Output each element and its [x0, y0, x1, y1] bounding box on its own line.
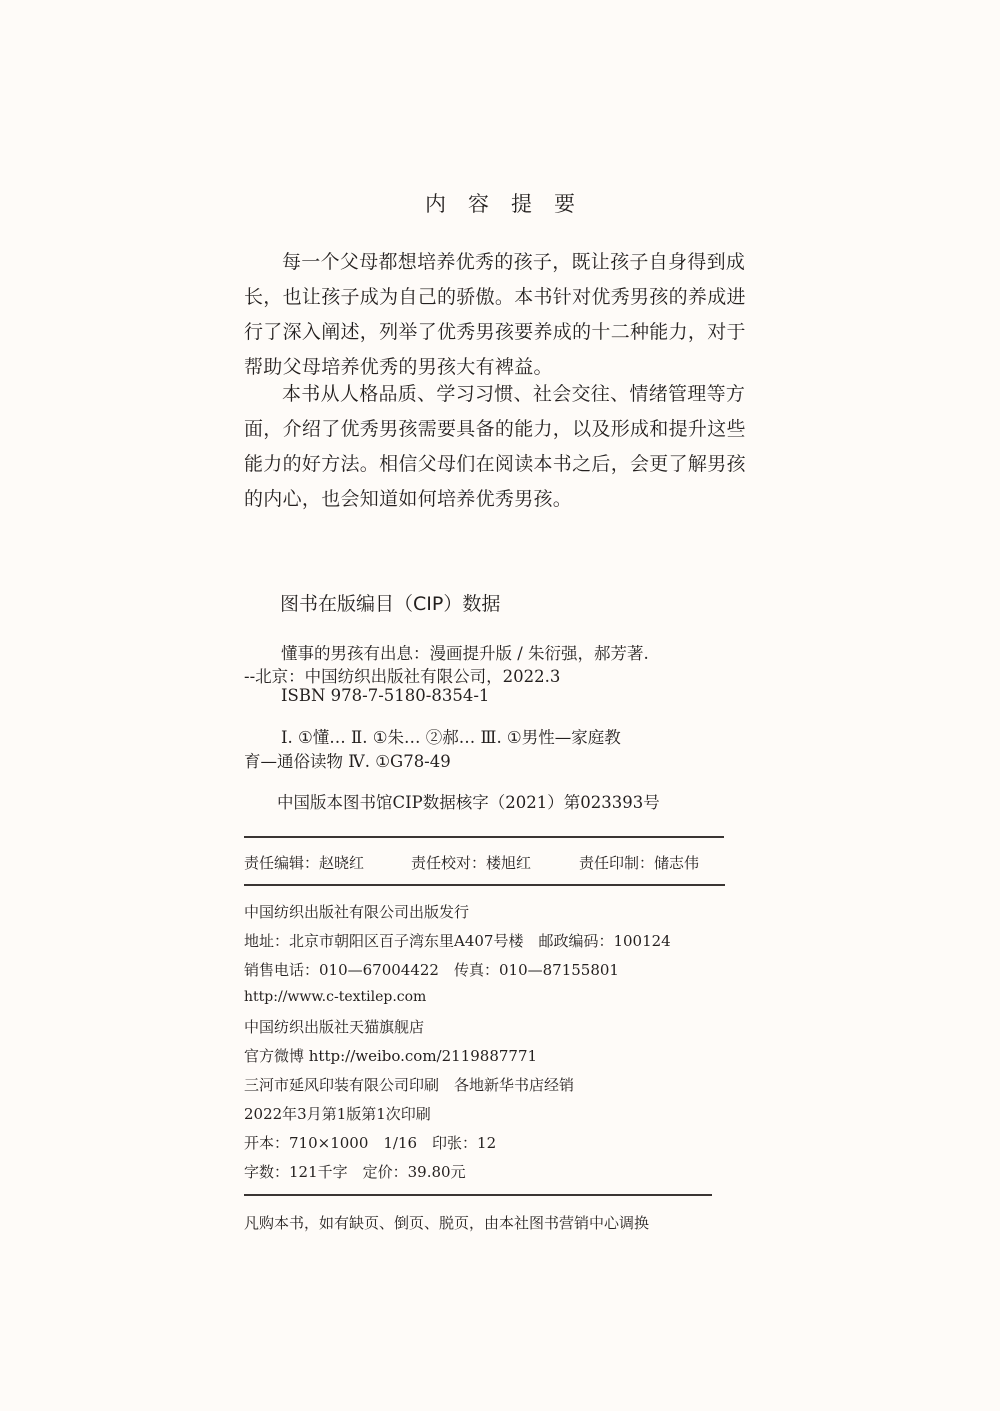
divider [244, 836, 724, 838]
summary-line: 的内心，也会知道如何培养优秀男孩。 [244, 488, 573, 510]
summary-line: 长，也让孩子成为自己的骄傲。本书针对优秀男孩的养成进 [244, 286, 746, 308]
publisher-weibo[interactable]: 官方微博 http://weibo.com/2119887771 [244, 1047, 538, 1065]
divider [244, 1194, 712, 1196]
price-line: 字数：121千字 定价：39.80元 [244, 1163, 466, 1181]
cip-line: Ⅰ. ①懂… Ⅱ. ①朱… ②郝… Ⅲ. ①男性—家庭教 [281, 728, 621, 747]
staff-proofreader: 责任校对：楼旭红 [411, 854, 532, 872]
summary-line: 面，介绍了优秀男孩需要具备的能力，以及形成和提升这些 [244, 418, 746, 440]
summary-line: 能力的好方法。相信父母们在阅读本书之后，会更了解男孩 [244, 453, 746, 475]
printer-line: 三河市延风印装有限公司印刷 各地新华书店经销 [244, 1076, 575, 1094]
cip-line: 懂事的男孩有出息：漫画提升版 / 朱衍强，郝芳著. [281, 644, 649, 663]
summary-line: 帮助父母培养优秀的男孩大有裨益。 [244, 356, 553, 378]
cip-line: 中国版本图书馆CIP数据核字（2021）第023393号 [277, 793, 660, 812]
format-line: 开本：710×1000 1/16 印张：12 [244, 1134, 497, 1152]
publisher-website[interactable]: http://www.c-textilep.com [244, 989, 427, 1005]
publisher-address: 地址：北京市朝阳区百子湾东里A407号楼 邮政编码：100124 [244, 932, 671, 950]
edition-line: 2022年3月第1版第1次印刷 [244, 1105, 431, 1123]
publisher-phone: 销售电话：010—67004422 传真：010—87155801 [244, 961, 619, 979]
cip-heading: 图书在版编目（CIP）数据 [280, 593, 501, 615]
cip-line: ISBN 978-7-5180-8354-1 [281, 686, 490, 705]
publisher-line: 中国纺织出版社有限公司出版发行 [244, 903, 470, 921]
cip-line: 育—通俗读物 Ⅳ. ①G78-49 [244, 752, 451, 771]
staff-editor: 责任编辑：赵晓红 [244, 854, 365, 872]
summary-title: 内容提要 [425, 192, 597, 216]
notice: 凡购本书，如有缺页、倒页、脱页，由本社图书营销中心调换 [244, 1214, 650, 1232]
divider [244, 884, 725, 886]
cip-line: --北京：中国纺织出版社有限公司，2022.3 [244, 667, 561, 686]
staff-printing: 责任印制：储志伟 [579, 854, 700, 872]
summary-line: 行了深入阐述，列举了优秀男孩要养成的十二种能力，对于 [244, 321, 746, 343]
summary-line: 每一个父母都想培养优秀的孩子，既让孩子自身得到成 [282, 251, 746, 273]
summary-line: 本书从人格品质、学习习惯、社会交往、情绪管理等方 [282, 383, 746, 405]
publisher-store: 中国纺织出版社天猫旗舰店 [244, 1018, 425, 1036]
